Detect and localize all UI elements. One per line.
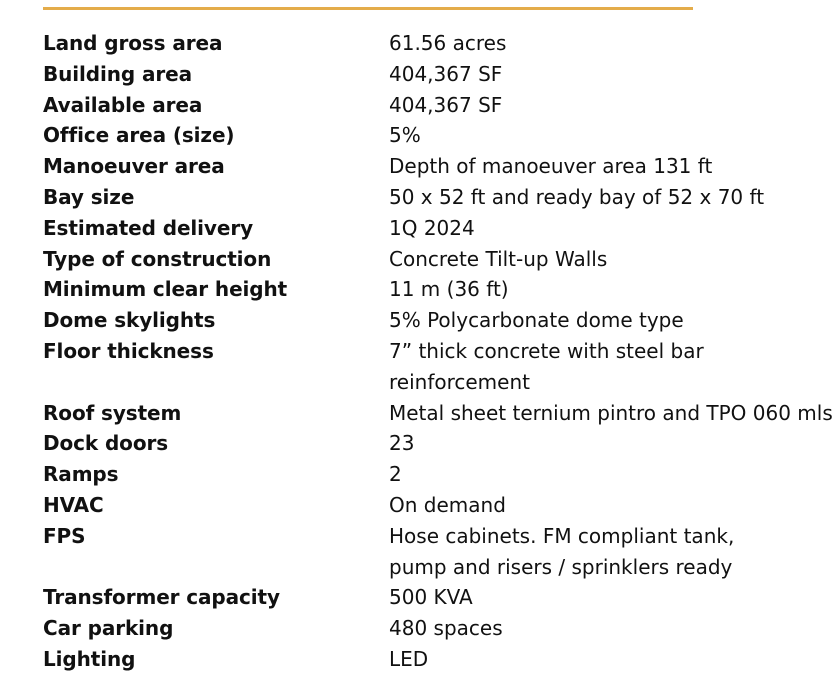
spec-value: 11 m (36 ft) [389, 277, 509, 302]
spec-value: On demand [389, 492, 506, 517]
spec-value: 50 x 52 ft and ready bay of 52 x 70 ft [389, 184, 765, 209]
spec-row [43, 521, 840, 583]
spec-label: FPS [43, 523, 86, 548]
spec-row [43, 151, 840, 182]
spec-label: HVAC [43, 492, 104, 517]
spec-row [43, 90, 840, 121]
spec-row [43, 244, 840, 275]
spec-label: Estimated delivery [43, 215, 254, 240]
spec-value: LED [389, 646, 429, 671]
spec-label: Floor thickness [43, 338, 214, 363]
spec-value: Depth of manoeuver area 131 ft [389, 154, 713, 179]
spec-row [43, 336, 840, 398]
spec-row [43, 582, 840, 613]
spec-row [43, 305, 840, 336]
spec-row [43, 613, 840, 644]
spec-label: Manoeuver area [43, 154, 225, 179]
spec-label: Available area [43, 92, 203, 117]
spec-row [43, 59, 840, 90]
spec-value: 2 [389, 462, 402, 487]
accent-divider [43, 7, 693, 10]
spec-label: Office area (size) [43, 123, 235, 148]
spec-value: Metal sheet ternium pintro and TPO 060 mls [389, 400, 833, 425]
spec-value: 5% [389, 123, 421, 148]
spec-value: 404,367 SF [389, 92, 503, 117]
property-specs-table [43, 28, 840, 675]
spec-row [43, 644, 840, 675]
spec-label: Building area [43, 61, 193, 86]
spec-value: 61.56 acres [389, 31, 507, 55]
spec-row [43, 428, 840, 459]
spec-label: Transformer capacity [43, 585, 280, 610]
spec-row [43, 213, 840, 244]
spec-row [43, 120, 840, 151]
spec-label: Roof system [43, 400, 182, 425]
spec-value: 5% Polycarbonate dome type [389, 308, 684, 333]
spec-value: 480 spaces [389, 616, 503, 641]
spec-value: 7” thick concrete with steel bar reinforcement [389, 338, 704, 394]
spec-row [43, 28, 840, 59]
spec-label: Ramps [43, 462, 119, 487]
spec-row [43, 398, 840, 429]
spec-label: Dome skylights [43, 308, 216, 333]
spec-value: 404,367 SF [389, 61, 503, 86]
spec-label: Bay size [43, 184, 135, 209]
spec-row [43, 274, 840, 305]
spec-row [43, 490, 840, 521]
spec-value: Concrete Tilt-up Walls [389, 246, 608, 271]
spec-row [43, 459, 840, 490]
spec-value: 1Q 2024 [389, 215, 475, 240]
spec-row [43, 182, 840, 213]
spec-label: Type of construction [43, 246, 272, 271]
spec-value: 500 KVA [389, 585, 473, 610]
spec-value: 23 [389, 431, 415, 456]
spec-label: Land gross area [43, 31, 223, 55]
spec-label: Car parking [43, 616, 174, 641]
spec-value: Hose cabinets. FM compliant tank, pump and risers / sprinklers ready [389, 523, 735, 579]
spec-label: Minimum clear height [43, 277, 288, 302]
spec-label: Dock doors [43, 431, 169, 456]
spec-label: Lighting [43, 646, 136, 671]
